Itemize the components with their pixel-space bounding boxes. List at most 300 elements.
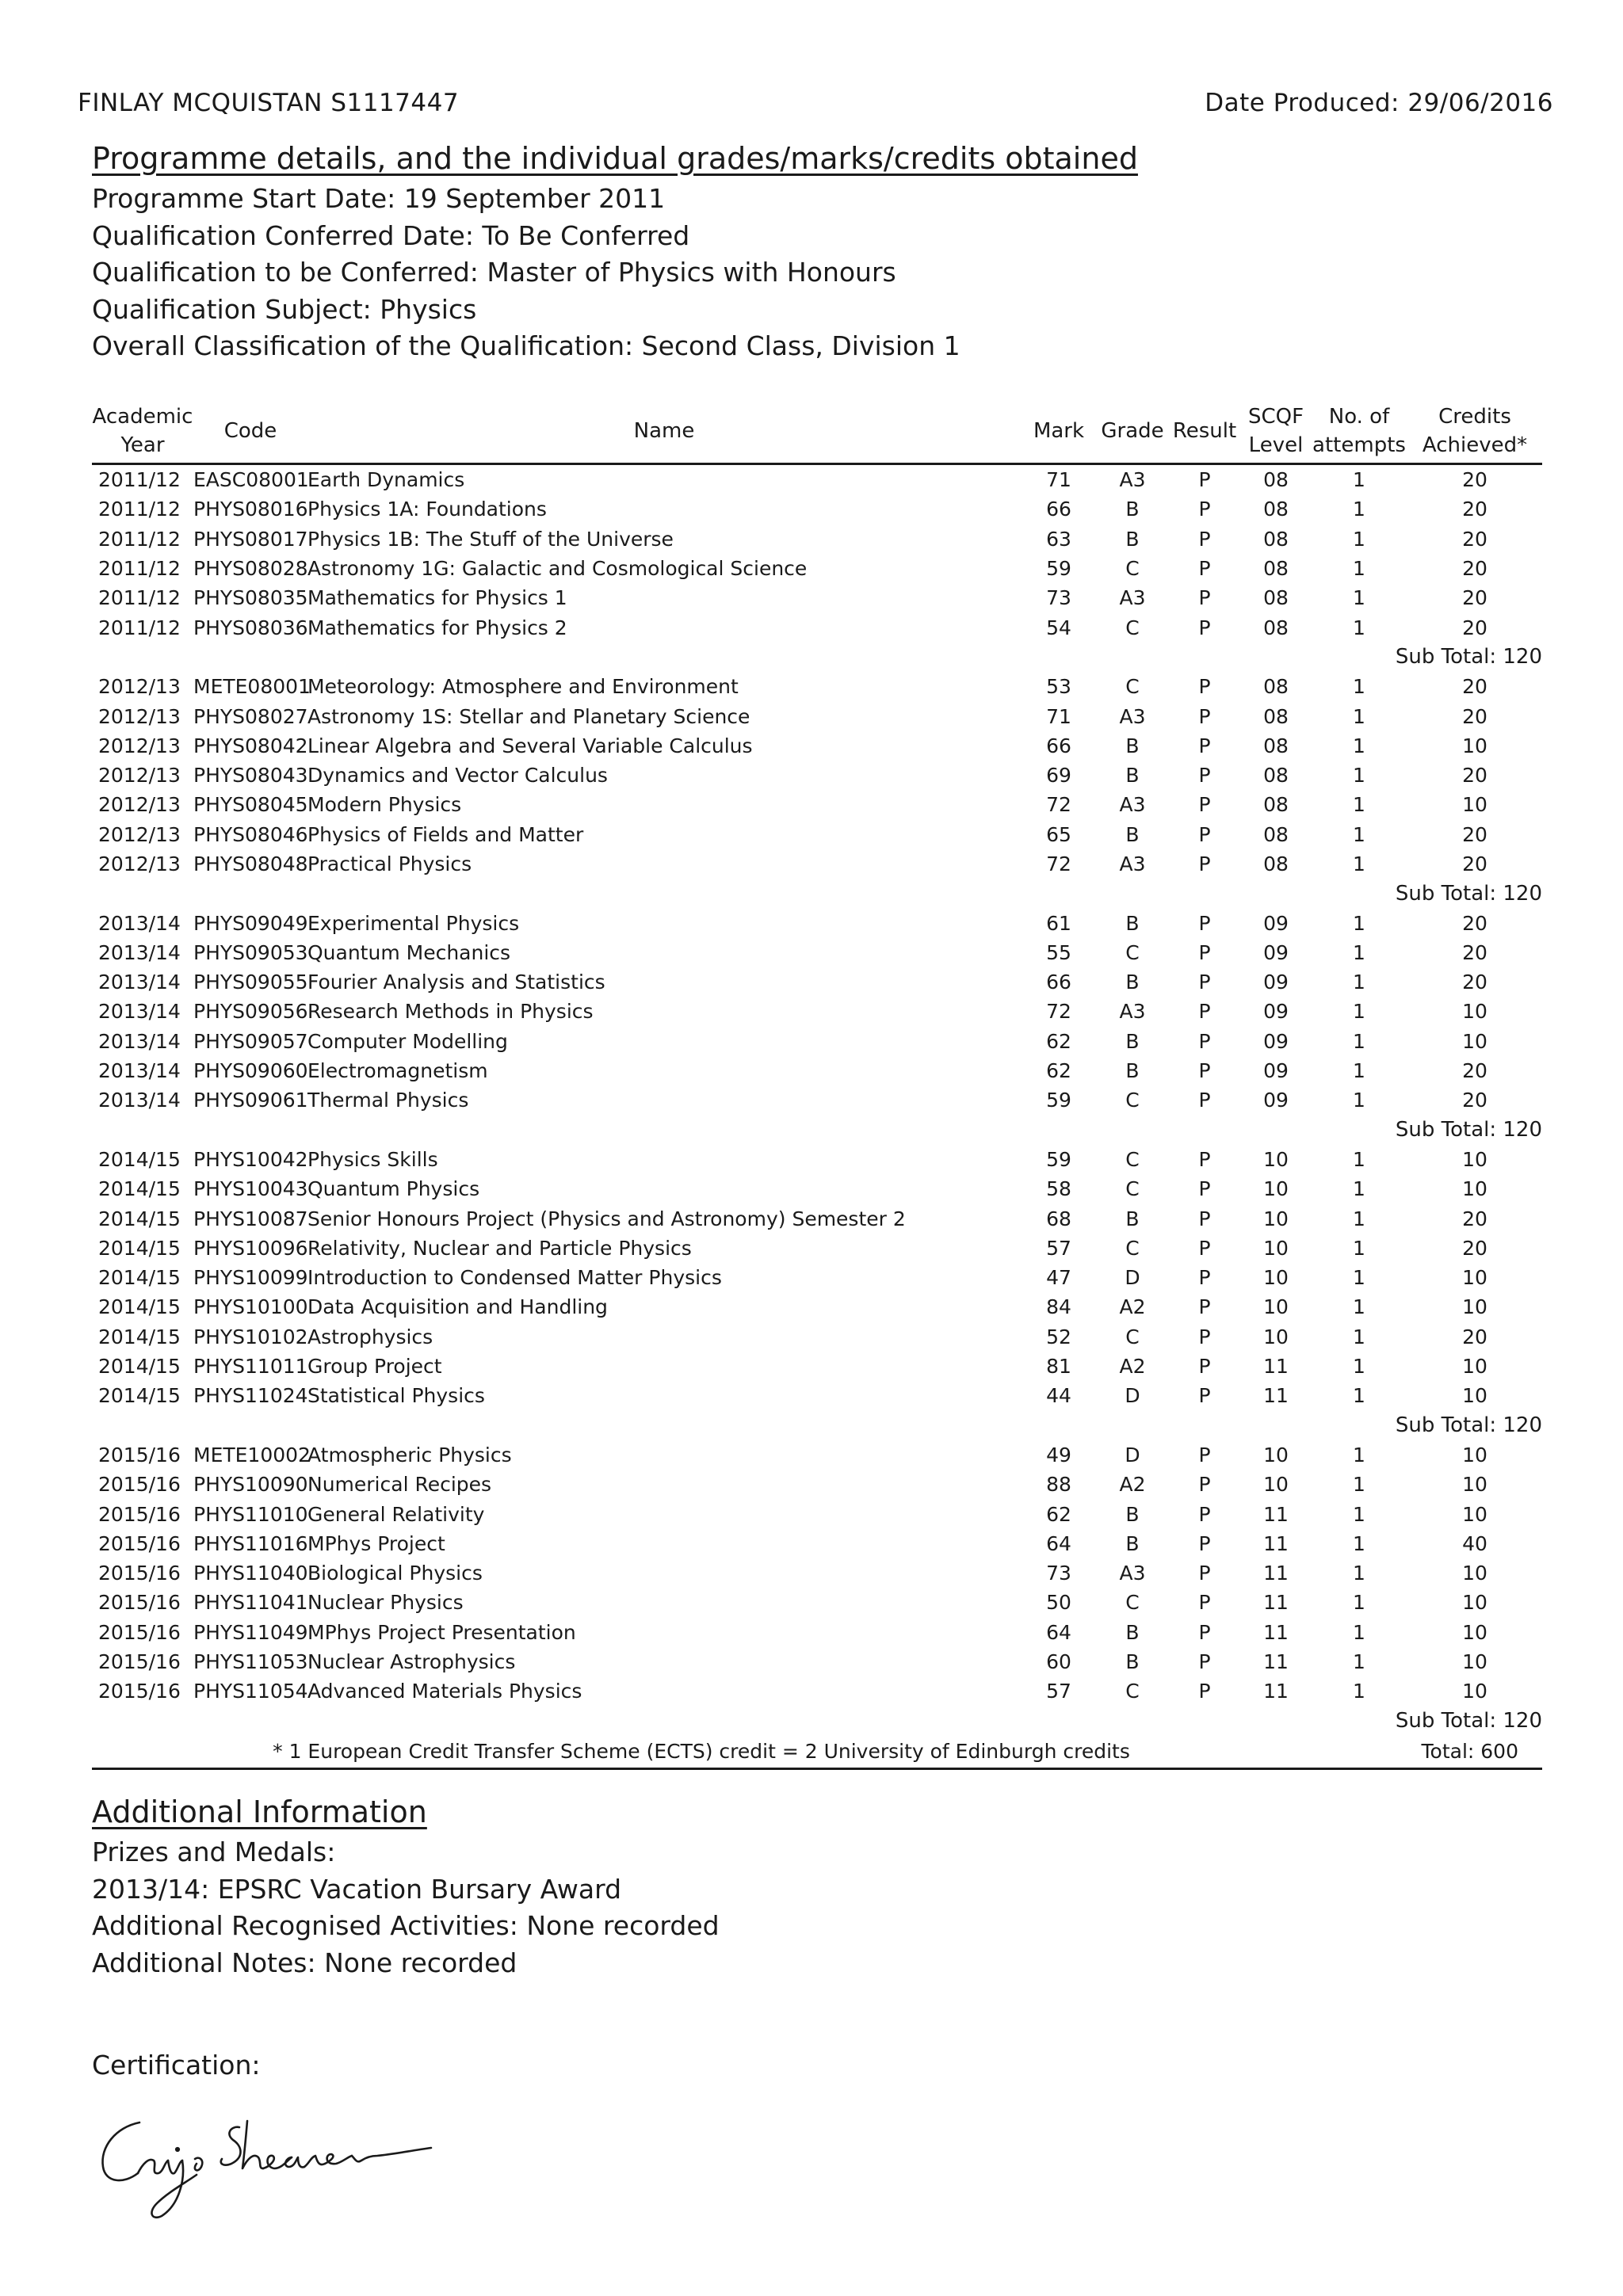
row-mark: 63 [1046,527,1071,551]
row-attempts: 1 [1353,616,1365,639]
row-scqf-level: 08 [1263,704,1289,728]
row-mark: 58 [1046,1177,1071,1201]
row-result: P [1198,1384,1211,1408]
row-academic-year: 2015/16 [98,1562,181,1585]
row-grade: C [1125,1177,1140,1201]
row-scqf-level: 08 [1263,675,1289,699]
row-mark: 62 [1046,1502,1071,1526]
row-course-name: Physics of Fields and Matter [307,822,584,846]
row-credits: 20 [1462,822,1487,846]
row-course-name: Astronomy 1S: Stellar and Planetary Science [307,704,750,728]
row-result: P [1198,793,1211,817]
subtotal-value: Sub Total: 120 [1395,645,1542,669]
row-mark: 44 [1046,1384,1071,1408]
row-mark: 66 [1046,971,1071,994]
row-credits: 10 [1462,1147,1487,1171]
row-grade: B [1125,498,1140,521]
row-course-code: PHYS09060 [193,1059,308,1083]
row-academic-year: 2012/13 [98,704,181,728]
row-grade: B [1125,527,1140,551]
row-attempts: 1 [1353,1355,1365,1379]
row-scqf-level: 11 [1263,1502,1289,1526]
row-scqf-level: 09 [1263,940,1289,964]
row-course-name: MPhys Project Presentation [307,1620,576,1644]
row-attempts: 1 [1353,586,1365,610]
table-row [92,849,1542,879]
row-scqf-level: 09 [1263,1059,1289,1083]
row-credits: 20 [1462,971,1487,994]
row-grade: C [1125,940,1140,964]
row-scqf-level: 08 [1263,468,1289,492]
row-credits: 10 [1462,1295,1487,1319]
row-course-name: Mathematics for Physics 2 [307,616,567,639]
row-scqf-level: 08 [1263,557,1289,581]
row-course-name: Dynamics and Vector Calculus [307,764,608,788]
col-academic-year: Academic Year [92,402,193,464]
row-scqf-level: 11 [1263,1650,1289,1674]
row-credits: 20 [1462,764,1487,788]
row-mark: 71 [1046,704,1071,728]
row-grade: A3 [1119,793,1146,817]
row-academic-year: 2013/14 [98,1089,181,1112]
row-result: P [1198,1591,1211,1615]
row-grade: C [1125,557,1140,581]
row-course-name: Meteorology: Atmosphere and Environment [307,675,739,699]
row-grade: B [1125,1502,1140,1526]
table-row [92,1676,1542,1706]
row-scqf-level: 10 [1263,1147,1289,1171]
table-row [92,1027,1542,1056]
row-course-name: Biological Physics [307,1562,483,1585]
table-row [92,583,1542,612]
row-attempts: 1 [1353,1029,1365,1053]
row-credits: 20 [1462,675,1487,699]
row-mark: 59 [1046,557,1071,581]
row-scqf-level: 08 [1263,852,1289,875]
table-row [92,967,1542,997]
row-credits: 10 [1462,1680,1487,1703]
row-scqf-level: 08 [1263,616,1289,639]
row-grade: A2 [1119,1473,1146,1497]
row-result: P [1198,1089,1211,1112]
row-mark: 60 [1046,1650,1071,1674]
row-scqf-level: 10 [1263,1443,1289,1466]
row-credits: 10 [1462,734,1487,757]
row-course-code: PHYS08028 [193,557,308,581]
row-credits: 10 [1462,1000,1487,1024]
row-grade: B [1125,1029,1140,1053]
row-academic-year: 2011/12 [98,616,181,639]
row-course-name: Numerical Recipes [307,1473,492,1497]
row-grade: B [1125,1620,1140,1644]
row-scqf-level: 10 [1263,1177,1289,1201]
row-result: P [1198,1147,1211,1171]
row-academic-year: 2013/14 [98,1029,181,1053]
row-attempts: 1 [1353,1620,1365,1644]
row-scqf-level: 09 [1263,1089,1289,1112]
row-grade: B [1125,1650,1140,1674]
row-result: P [1198,498,1211,521]
row-course-name: Research Methods in Physics [307,1000,594,1024]
row-mark: 59 [1046,1089,1071,1112]
row-academic-year: 2014/15 [98,1147,181,1171]
table-row [92,790,1542,819]
col-mark: Mark [1021,402,1097,464]
row-credits: 20 [1462,1325,1487,1348]
subtotal-value: Sub Total: 120 [1395,1118,1542,1142]
row-course-name: Statistical Physics [307,1384,485,1408]
row-mark: 81 [1046,1355,1071,1379]
row-course-code: PHYS09055 [193,971,308,994]
row-result: P [1198,734,1211,757]
row-attempts: 1 [1353,971,1365,994]
row-mark: 47 [1046,1266,1071,1290]
row-course-code: PHYS11041 [193,1591,308,1615]
row-result: P [1198,1680,1211,1703]
row-scqf-level: 11 [1263,1680,1289,1703]
row-grade: C [1125,616,1140,639]
row-credits: 10 [1462,1177,1487,1201]
row-attempts: 1 [1353,527,1365,551]
col-result: Result [1168,402,1241,464]
row-credits: 40 [1462,1531,1487,1555]
row-grade: A3 [1119,1562,1146,1585]
subtotal-row [92,1411,1542,1440]
row-course-name: General Relativity [307,1502,485,1526]
row-course-name: Fourier Analysis and Statistics [307,971,605,994]
row-mark: 50 [1046,1591,1071,1615]
row-credits: 10 [1462,1620,1487,1644]
row-credits: 20 [1462,557,1487,581]
row-academic-year: 2014/15 [98,1325,181,1348]
row-scqf-level: 08 [1263,822,1289,846]
subtotal-row [92,879,1542,908]
row-academic-year: 2015/16 [98,1680,181,1703]
row-result: P [1198,1502,1211,1526]
row-course-name: Advanced Materials Physics [307,1680,582,1703]
row-course-code: PHYS09056 [193,1000,308,1024]
row-course-name: Physics Skills [307,1147,438,1171]
row-mark: 66 [1046,734,1071,757]
row-course-code: PHYS08027 [193,704,308,728]
row-credits: 10 [1462,1266,1487,1290]
table-row [92,1263,1542,1292]
row-scqf-level: 08 [1263,498,1289,521]
row-credits: 20 [1462,911,1487,935]
programme-details-title: Programme details, and the individual grades/marks/credits obtained [92,141,1138,176]
row-mark: 53 [1046,675,1071,699]
additional-notes: Additional Notes: None recorded [92,1947,517,1978]
row-scqf-level: 11 [1263,1531,1289,1555]
row-academic-year: 2013/14 [98,971,181,994]
row-result: P [1198,675,1211,699]
table-row [92,1145,1542,1174]
col-credits: Credits Achieved* [1407,402,1542,464]
row-grade: A3 [1119,468,1146,492]
row-course-name: Nuclear Astrophysics [307,1650,516,1674]
row-mark: 59 [1046,1147,1071,1171]
row-course-code: PHYS10090 [193,1473,308,1497]
row-grade: C [1125,675,1140,699]
row-academic-year: 2011/12 [98,586,181,610]
row-mark: 55 [1046,940,1071,964]
row-course-code: PHYS11010 [193,1502,308,1526]
row-result: P [1198,586,1211,610]
row-course-code: PHYS11011 [193,1355,308,1379]
row-course-code: PHYS11053 [193,1650,308,1674]
row-course-name: Computer Modelling [307,1029,508,1053]
row-academic-year: 2015/16 [98,1620,181,1644]
table-row [92,908,1542,937]
row-academic-year: 2012/13 [98,822,181,846]
row-attempts: 1 [1353,1473,1365,1497]
row-academic-year: 2015/16 [98,1502,181,1526]
table-row [92,672,1542,701]
row-mark: 71 [1046,468,1071,492]
row-result: P [1198,1177,1211,1201]
table-row [92,1085,1542,1115]
row-mark: 73 [1046,1562,1071,1585]
table-row [92,1322,1542,1352]
credits-total: Total: 600 [1311,1736,1542,1769]
row-academic-year: 2014/15 [98,1266,181,1290]
row-scqf-level: 08 [1263,586,1289,610]
row-course-code: METE08001 [193,675,311,699]
row-result: P [1198,971,1211,994]
row-result: P [1198,1650,1211,1674]
row-credits: 10 [1462,1443,1487,1466]
row-academic-year: 2011/12 [98,498,181,521]
row-credits: 10 [1462,1355,1487,1379]
row-course-code: PHYS08017 [193,527,308,551]
row-attempts: 1 [1353,764,1365,788]
row-credits: 20 [1462,1236,1487,1260]
qualification-subject: Qualification Subject: Physics [92,293,477,325]
row-course-name: Astrophysics [307,1325,433,1348]
row-attempts: 1 [1353,1177,1365,1201]
row-result: P [1198,1236,1211,1260]
row-grade: D [1125,1384,1140,1408]
table-row [92,464,1542,495]
row-course-code: PHYS11040 [193,1562,308,1585]
row-mark: 69 [1046,764,1071,788]
table-row [92,1352,1542,1381]
row-grade: A3 [1119,586,1146,610]
row-credits: 10 [1462,1384,1487,1408]
row-scqf-level: 10 [1263,1266,1289,1290]
row-course-name: Physics 1A: Foundations [307,498,547,521]
row-scqf-level: 10 [1263,1473,1289,1497]
row-course-name: Astronomy 1G: Galactic and Cosmological Science [307,557,808,581]
row-mark: 64 [1046,1531,1071,1555]
row-scqf-level: 08 [1263,527,1289,551]
certification-label: Certification: [92,2050,261,2081]
row-grade: B [1125,1059,1140,1083]
row-course-code: PHYS11024 [193,1384,308,1408]
table-row [92,1647,1542,1676]
table-row [92,612,1542,642]
table-row [92,1470,1542,1499]
table-row [92,494,1542,524]
row-scqf-level: 08 [1263,764,1289,788]
row-course-code: PHYS10102 [193,1325,308,1348]
row-grade: C [1125,1089,1140,1112]
table-row [92,1618,1542,1647]
table-row [92,820,1542,849]
row-result: P [1198,1000,1211,1024]
student-name-id: FINLAY MCQUISTAN S1117447 [78,89,460,117]
row-academic-year: 2014/15 [98,1236,181,1260]
row-credits: 10 [1462,793,1487,817]
subtotal-row [92,1116,1542,1145]
row-grade: C [1125,1147,1140,1171]
row-course-code: PHYS08046 [193,822,308,846]
row-attempts: 1 [1353,1295,1365,1319]
row-credits: 20 [1462,616,1487,639]
row-course-code: PHYS11016 [193,1531,308,1555]
row-course-name: Data Acquisition and Handling [307,1295,608,1319]
table-row [92,997,1542,1026]
overall-classification: Overall Classification of the Qualification: Second Class, Division 1 [92,330,960,361]
table-row [92,938,1542,967]
subtotal-value: Sub Total: 120 [1395,1709,1542,1733]
row-attempts: 1 [1353,1562,1365,1585]
row-course-name: Relativity, Nuclear and Particle Physics [307,1236,692,1260]
subtotal-row [92,643,1542,672]
prize-entry: 2013/14: EPSRC Vacation Bursary Award [92,1873,622,1905]
row-academic-year: 2012/13 [98,793,181,817]
row-result: P [1198,1443,1211,1466]
row-attempts: 1 [1353,675,1365,699]
row-result: P [1198,911,1211,935]
row-grade: A2 [1119,1355,1146,1379]
table-row [92,1292,1542,1322]
row-credits: 10 [1462,1591,1487,1615]
row-course-code: PHYS11049 [193,1620,308,1644]
row-result: P [1198,1562,1211,1585]
row-result: P [1198,557,1211,581]
row-mark: 72 [1046,793,1071,817]
row-credits: 20 [1462,468,1487,492]
row-result: P [1198,940,1211,964]
row-course-code: PHYS09061 [193,1089,308,1112]
row-course-name: Introduction to Condensed Matter Physics [307,1266,722,1290]
subtotal-value: Sub Total: 120 [1395,881,1542,906]
row-attempts: 1 [1353,1236,1365,1260]
row-scqf-level: 11 [1263,1562,1289,1585]
row-result: P [1198,1531,1211,1555]
row-academic-year: 2013/14 [98,940,181,964]
row-grade: A2 [1119,1295,1146,1319]
row-course-name: Quantum Physics [307,1177,480,1201]
row-result: P [1198,764,1211,788]
row-academic-year: 2015/16 [98,1443,181,1466]
row-grade: B [1125,1207,1140,1230]
additional-information-title: Additional Information [92,1794,427,1829]
row-academic-year: 2014/15 [98,1355,181,1379]
row-attempts: 1 [1353,1000,1365,1024]
row-result: P [1198,1295,1211,1319]
programme-start-date: Programme Start Date: 19 September 2011 [92,183,666,214]
row-course-name: Nuclear Physics [307,1591,464,1615]
row-course-code: PHYS08036 [193,616,308,639]
row-grade: A3 [1119,1000,1146,1024]
row-credits: 20 [1462,1059,1487,1083]
row-attempts: 1 [1353,498,1365,521]
row-course-name: Quantum Mechanics [307,940,511,964]
row-mark: 73 [1046,586,1071,610]
row-mark: 88 [1046,1473,1071,1497]
row-mark: 72 [1046,852,1071,875]
row-attempts: 1 [1353,1059,1365,1083]
row-result: P [1198,1029,1211,1053]
row-mark: 57 [1046,1236,1071,1260]
row-course-name: MPhys Project [307,1531,445,1555]
table-row [92,1588,1542,1617]
table-row [92,524,1542,554]
row-course-name: Atmospheric Physics [307,1443,512,1466]
table-row [92,1440,1542,1470]
row-result: P [1198,1266,1211,1290]
row-attempts: 1 [1353,1384,1365,1408]
row-academic-year: 2012/13 [98,734,181,757]
table-row [92,761,1542,790]
row-mark: 62 [1046,1059,1071,1083]
row-result: P [1198,852,1211,875]
subtotal-value: Sub Total: 120 [1395,1413,1542,1438]
grades-body [92,464,1542,1736]
row-course-name: Experimental Physics [307,911,520,935]
row-course-code: PHYS08048 [193,852,308,875]
table-header-row [92,402,1542,464]
row-course-name: Linear Algebra and Several Variable Calculus [307,734,753,757]
row-attempts: 1 [1353,468,1365,492]
date-produced: Date Produced: 29/06/2016 [1205,89,1553,117]
row-academic-year: 2011/12 [98,527,181,551]
row-result: P [1198,468,1211,492]
row-academic-year: 2013/14 [98,911,181,935]
row-course-code: PHYS10099 [193,1266,308,1290]
row-result: P [1198,1325,1211,1348]
table-row [92,554,1542,583]
row-grade: D [1125,1443,1140,1466]
row-result: P [1198,822,1211,846]
row-result: P [1198,616,1211,639]
row-course-code: PHYS08043 [193,764,308,788]
row-credits: 10 [1462,1650,1487,1674]
row-course-code: PHYS11054 [193,1680,308,1703]
row-scqf-level: 11 [1263,1355,1289,1379]
col-grade: Grade [1097,402,1168,464]
row-course-code: PHYS08042 [193,734,308,757]
row-scqf-level: 08 [1263,793,1289,817]
row-academic-year: 2011/12 [98,557,181,581]
row-credits: 20 [1462,1207,1487,1230]
row-attempts: 1 [1353,793,1365,817]
row-attempts: 1 [1353,1502,1365,1526]
row-grade: A3 [1119,704,1146,728]
col-attempts: No. of attempts [1311,402,1407,464]
row-mark: 62 [1046,1029,1071,1053]
row-result: P [1198,527,1211,551]
row-attempts: 1 [1353,557,1365,581]
row-course-code: METE10002 [193,1443,311,1466]
row-attempts: 1 [1353,1266,1365,1290]
row-mark: 61 [1046,911,1071,935]
row-attempts: 1 [1353,1147,1365,1171]
row-mark: 84 [1046,1295,1071,1319]
prizes-and-medals-label: Prizes and Medals: [92,1836,336,1867]
